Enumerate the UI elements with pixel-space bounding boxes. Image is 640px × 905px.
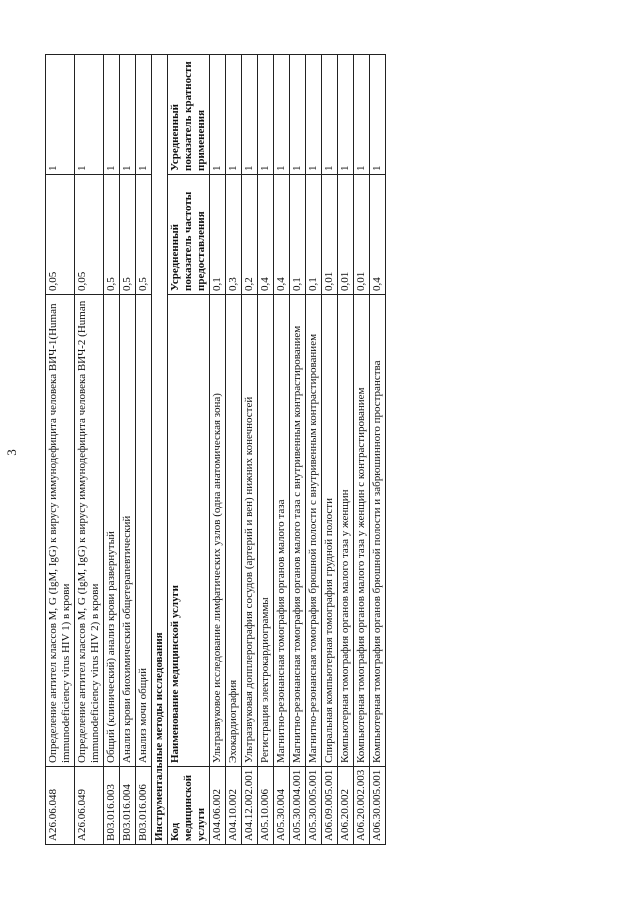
header-code: Код медицинской услуги — [168, 767, 210, 845]
table-row — [210, 55, 226, 845]
table-row — [136, 55, 152, 845]
cell-name: Общий (клинический) анализ крови развернутый — [104, 295, 120, 767]
header-name: Наименование медицинской услуги — [168, 295, 210, 767]
cell-mult: 1 — [274, 55, 290, 175]
header-row — [168, 55, 210, 845]
table-body-bottom — [210, 55, 386, 845]
cell-mult: 1 — [322, 55, 338, 175]
cell-freq: 0,3 — [226, 175, 242, 295]
cell-code: A05.10.006 — [258, 767, 274, 845]
cell-freq: 0,2 — [242, 175, 258, 295]
table-row — [258, 55, 274, 845]
cell-name: Анализ крови биохимический общетерапевтический — [120, 295, 136, 767]
cell-freq: 0,01 — [354, 175, 370, 295]
table-row — [306, 55, 322, 845]
table-row — [322, 55, 338, 845]
cell-mult: 1 — [258, 55, 274, 175]
cell-name: Компьютерная томография органов малого таза у женщин — [338, 295, 354, 767]
cell-mult: 1 — [104, 55, 120, 175]
cell-freq: 0,4 — [370, 175, 386, 295]
section-row-group — [152, 55, 210, 845]
cell-name: Ультразвуковое исследование лимфатических узлов (одна анатомическая зона) — [210, 295, 226, 767]
cell-freq: 0,1 — [290, 175, 306, 295]
table-row — [370, 55, 386, 845]
cell-code: A05.30.005.001 — [306, 767, 322, 845]
section-row — [152, 55, 168, 845]
cell-code: A04.12.002.001 — [242, 767, 258, 845]
cell-mult: 1 — [210, 55, 226, 175]
cell-code: A06.20.002 — [338, 767, 354, 845]
cell-name: Магнитно-резонансная томография брюшной полости с внутривенным контрастированием — [306, 295, 322, 767]
cell-mult: 1 — [226, 55, 242, 175]
cell-name: Определение антител классов M, G (IgM, IgG) к вирусу иммунодефицита человека ВИЧ-1(Human immunodeficiency virus HIV 1) в крови — [46, 295, 75, 767]
table-row — [242, 55, 258, 845]
table-row — [46, 55, 75, 845]
cell-name: Определение антител классов M, G (IgM, IgG) к вирусу иммунодефицита человека ВИЧ-2 (Human immunodeficiency virus HIV 2) в крови — [75, 295, 104, 767]
cell-freq: 0,05 — [75, 175, 104, 295]
services-table — [45, 54, 386, 845]
cell-freq: 0,01 — [338, 175, 354, 295]
cell-code: A04.10.002 — [226, 767, 242, 845]
section-title: Инструментальные методы исследования — [152, 55, 168, 845]
cell-mult: 1 — [75, 55, 104, 175]
cell-name: Эхокардиография — [226, 295, 242, 767]
cell-freq: 0,5 — [120, 175, 136, 295]
page-number: 3 — [4, 449, 19, 456]
cell-mult: 1 — [338, 55, 354, 175]
cell-code: A05.30.004.001 — [290, 767, 306, 845]
table-body-top — [46, 55, 152, 845]
cell-name: Регистрация электрокардиограммы — [258, 295, 274, 767]
cell-freq: 0,4 — [258, 175, 274, 295]
cell-name: Спиральная компьютерная томография грудной полости — [322, 295, 338, 767]
cell-code: B03.016.004 — [120, 767, 136, 845]
cell-code: A26.06.048 — [46, 767, 75, 845]
cell-code: A04.06.002 — [210, 767, 226, 845]
table-row — [104, 55, 120, 845]
cell-code: A06.20.002.003 — [354, 767, 370, 845]
cell-code: B03.016.003 — [104, 767, 120, 845]
cell-name: Компьютерная томография органов брюшной полости и забрюшинного пространства — [370, 295, 386, 767]
cell-mult: 1 — [290, 55, 306, 175]
cell-freq: 0,1 — [210, 175, 226, 295]
header-mult: Усредненный показатель кратности применения — [168, 55, 210, 175]
cell-name: Магнитно-резонансная томография органов малого таза с внутривенным контрастированием — [290, 295, 306, 767]
cell-freq: 0,1 — [306, 175, 322, 295]
cell-code: A06.30.005.001 — [370, 767, 386, 845]
cell-mult: 1 — [242, 55, 258, 175]
cell-freq: 0,5 — [136, 175, 152, 295]
cell-freq: 0,4 — [274, 175, 290, 295]
cell-freq: 0,5 — [104, 175, 120, 295]
cell-code: A26.06.049 — [75, 767, 104, 845]
cell-code: A06.09.005.001 — [322, 767, 338, 845]
cell-mult: 1 — [46, 55, 75, 175]
cell-mult: 1 — [120, 55, 136, 175]
cell-freq: 0,01 — [322, 175, 338, 295]
table-row — [274, 55, 290, 845]
table-row — [226, 55, 242, 845]
cell-name: Компьютерная томография органов малого таза у женщин с контрастированием — [354, 295, 370, 767]
table-row — [120, 55, 136, 845]
cell-name: Анализ мочи общий — [136, 295, 152, 767]
cell-code: A05.30.004 — [274, 767, 290, 845]
table-row — [354, 55, 370, 845]
table-row — [75, 55, 104, 845]
cell-mult: 1 — [370, 55, 386, 175]
cell-mult: 1 — [306, 55, 322, 175]
header-freq: Усредненный показатель частоты предоставления — [168, 175, 210, 295]
cell-mult: 1 — [354, 55, 370, 175]
cell-freq: 0,05 — [46, 175, 75, 295]
table-row — [290, 55, 306, 845]
cell-name: Магнитно-резонансная томография органов малого таза — [274, 295, 290, 767]
cell-mult: 1 — [136, 55, 152, 175]
cell-code: B03.016.006 — [136, 767, 152, 845]
table-row — [338, 55, 354, 845]
cell-name: Ультразвуковая допплерография сосудов (артерий и вен) нижних конечностей — [242, 295, 258, 767]
